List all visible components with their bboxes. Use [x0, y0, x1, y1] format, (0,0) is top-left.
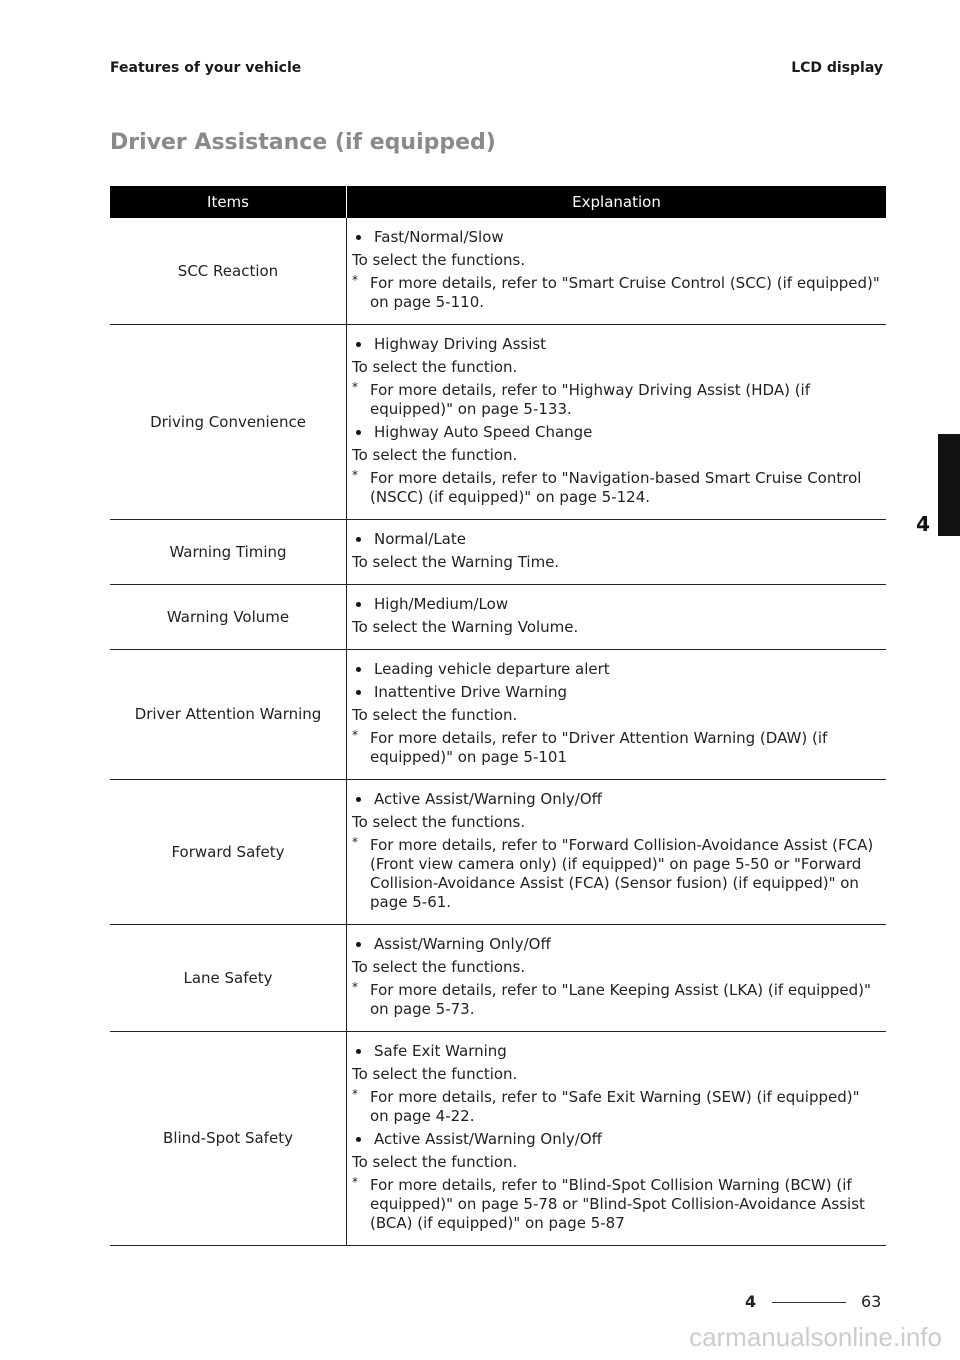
- option-bullet: Assist/Warning Only/Off: [352, 935, 880, 954]
- item-explanation: [347, 650, 887, 780]
- reference-note: [352, 1088, 880, 1126]
- reference-note: [352, 469, 880, 507]
- reference-note: [352, 836, 880, 912]
- asterisk-icon: *: [352, 980, 358, 994]
- description-text: To select the functions.: [352, 958, 526, 976]
- option-bullet: Active Assist/Warning Only/Off: [352, 1130, 880, 1149]
- watermark: carmanualsonline.info: [689, 1322, 942, 1352]
- table-row: [110, 325, 886, 520]
- note-text: For more details, refer to "Lane Keeping Assist (LKA) (if equipped)" on page 5-73.: [370, 981, 871, 1018]
- description-text: To select the function.: [352, 358, 518, 376]
- driver-assistance-table: [110, 186, 886, 1246]
- item-name: Warning Volume: [110, 585, 347, 650]
- reference-note: [352, 981, 880, 1019]
- note-text: For more details, refer to "Forward Collision-Avoidance Assist (FCA) (Front view camera only) (if equipped)" on page 5-50 or "Forward Collision-Avoidance Assist (FCA) (Sensor fusion) (if equipped)" on page 5-61.: [370, 836, 874, 911]
- option-bullet: Leading vehicle departure alert: [352, 660, 880, 679]
- item-name: Lane Safety: [110, 925, 347, 1032]
- footer-chapter-number: 4: [745, 1292, 757, 1311]
- note-text: For more details, refer to "Blind-Spot Collision Warning (BCW) (if equipped)" on page 5-78 or "Blind-Spot Collision-Avoidance Assist (BCA) (if equipped)" on page 5-87: [370, 1176, 865, 1232]
- note-text: For more details, refer to "Safe Exit Warning (SEW) (if equipped)" on page 4-22.: [370, 1088, 860, 1125]
- asterisk-icon: *: [352, 1175, 358, 1189]
- reference-note: [352, 1176, 880, 1233]
- table-row: [110, 585, 886, 650]
- item-explanation: [347, 925, 887, 1032]
- description-text: To select the function.: [352, 446, 518, 464]
- asterisk-icon: *: [352, 468, 358, 482]
- description-text: To select the function.: [352, 1065, 518, 1083]
- item-name: Warning Timing: [110, 520, 347, 585]
- option-bullet: Fast/Normal/Slow: [352, 228, 880, 247]
- table-row: [110, 650, 886, 780]
- chapter-side-tab: [938, 434, 960, 536]
- running-header-section: Features of your vehicle: [110, 60, 302, 76]
- table-header-row: [110, 186, 886, 218]
- item-explanation: [347, 520, 887, 585]
- description-text: To select the function.: [352, 1153, 518, 1171]
- item-explanation: [347, 325, 887, 520]
- description-text: To select the function.: [352, 706, 518, 724]
- reference-note: [352, 274, 880, 312]
- table-row: [110, 218, 886, 325]
- description-text: To select the Warning Volume.: [352, 618, 579, 636]
- option-bullet: Normal/Late: [352, 530, 880, 549]
- section-title: Driver Assistance (if equipped): [110, 130, 496, 155]
- table-row: [110, 780, 886, 925]
- asterisk-icon: *: [352, 728, 358, 742]
- item-name: Driver Attention Warning: [110, 650, 347, 780]
- reference-note: [352, 381, 880, 419]
- note-text: For more details, refer to "Driver Attention Warning (DAW) (if equipped)" on page 5-101: [370, 729, 828, 766]
- description-text: To select the functions.: [352, 251, 526, 269]
- table-row: [110, 520, 886, 585]
- note-text: For more details, refer to "Highway Driving Assist (HDA) (if equipped)" on page 5-133.: [370, 381, 811, 418]
- option-bullet: Inattentive Drive Warning: [352, 683, 880, 702]
- item-name: SCC Reaction: [110, 218, 347, 325]
- note-text: For more details, refer to "Smart Cruise Control (SCC) (if equipped)" on page 5-110.: [370, 274, 880, 311]
- column-header-explanation: Explanation: [347, 186, 887, 218]
- item-name: Driving Convenience: [110, 325, 347, 520]
- option-bullet: Safe Exit Warning: [352, 1042, 880, 1061]
- description-text: To select the Warning Time.: [352, 553, 560, 571]
- option-bullet: Active Assist/Warning Only/Off: [352, 790, 880, 809]
- footer-divider: [772, 1302, 846, 1303]
- item-explanation: [347, 1032, 887, 1246]
- running-header-topic: LCD display: [791, 60, 883, 76]
- asterisk-icon: *: [352, 835, 358, 849]
- item-explanation: [347, 218, 887, 325]
- option-bullet: Highway Auto Speed Change: [352, 423, 880, 442]
- note-text: For more details, refer to "Navigation-based Smart Cruise Control (NSCC) (if equipped)" on page 5-124.: [370, 469, 862, 506]
- item-explanation: [347, 585, 887, 650]
- column-header-items: Items: [110, 186, 347, 218]
- table-row: [110, 1032, 886, 1246]
- item-name: Forward Safety: [110, 780, 347, 925]
- table-row: [110, 925, 886, 1032]
- asterisk-icon: *: [352, 1087, 358, 1101]
- table-body: [110, 218, 886, 1246]
- chapter-side-number: 4: [916, 512, 930, 536]
- description-text: To select the functions.: [352, 813, 526, 831]
- reference-note: [352, 729, 880, 767]
- option-bullet: Highway Driving Assist: [352, 335, 880, 354]
- asterisk-icon: *: [352, 273, 358, 287]
- footer-page-number: 63: [861, 1292, 882, 1311]
- asterisk-icon: *: [352, 380, 358, 394]
- item-name: Blind-Spot Safety: [110, 1032, 347, 1246]
- option-bullet: High/Medium/Low: [352, 595, 880, 614]
- item-explanation: [347, 780, 887, 925]
